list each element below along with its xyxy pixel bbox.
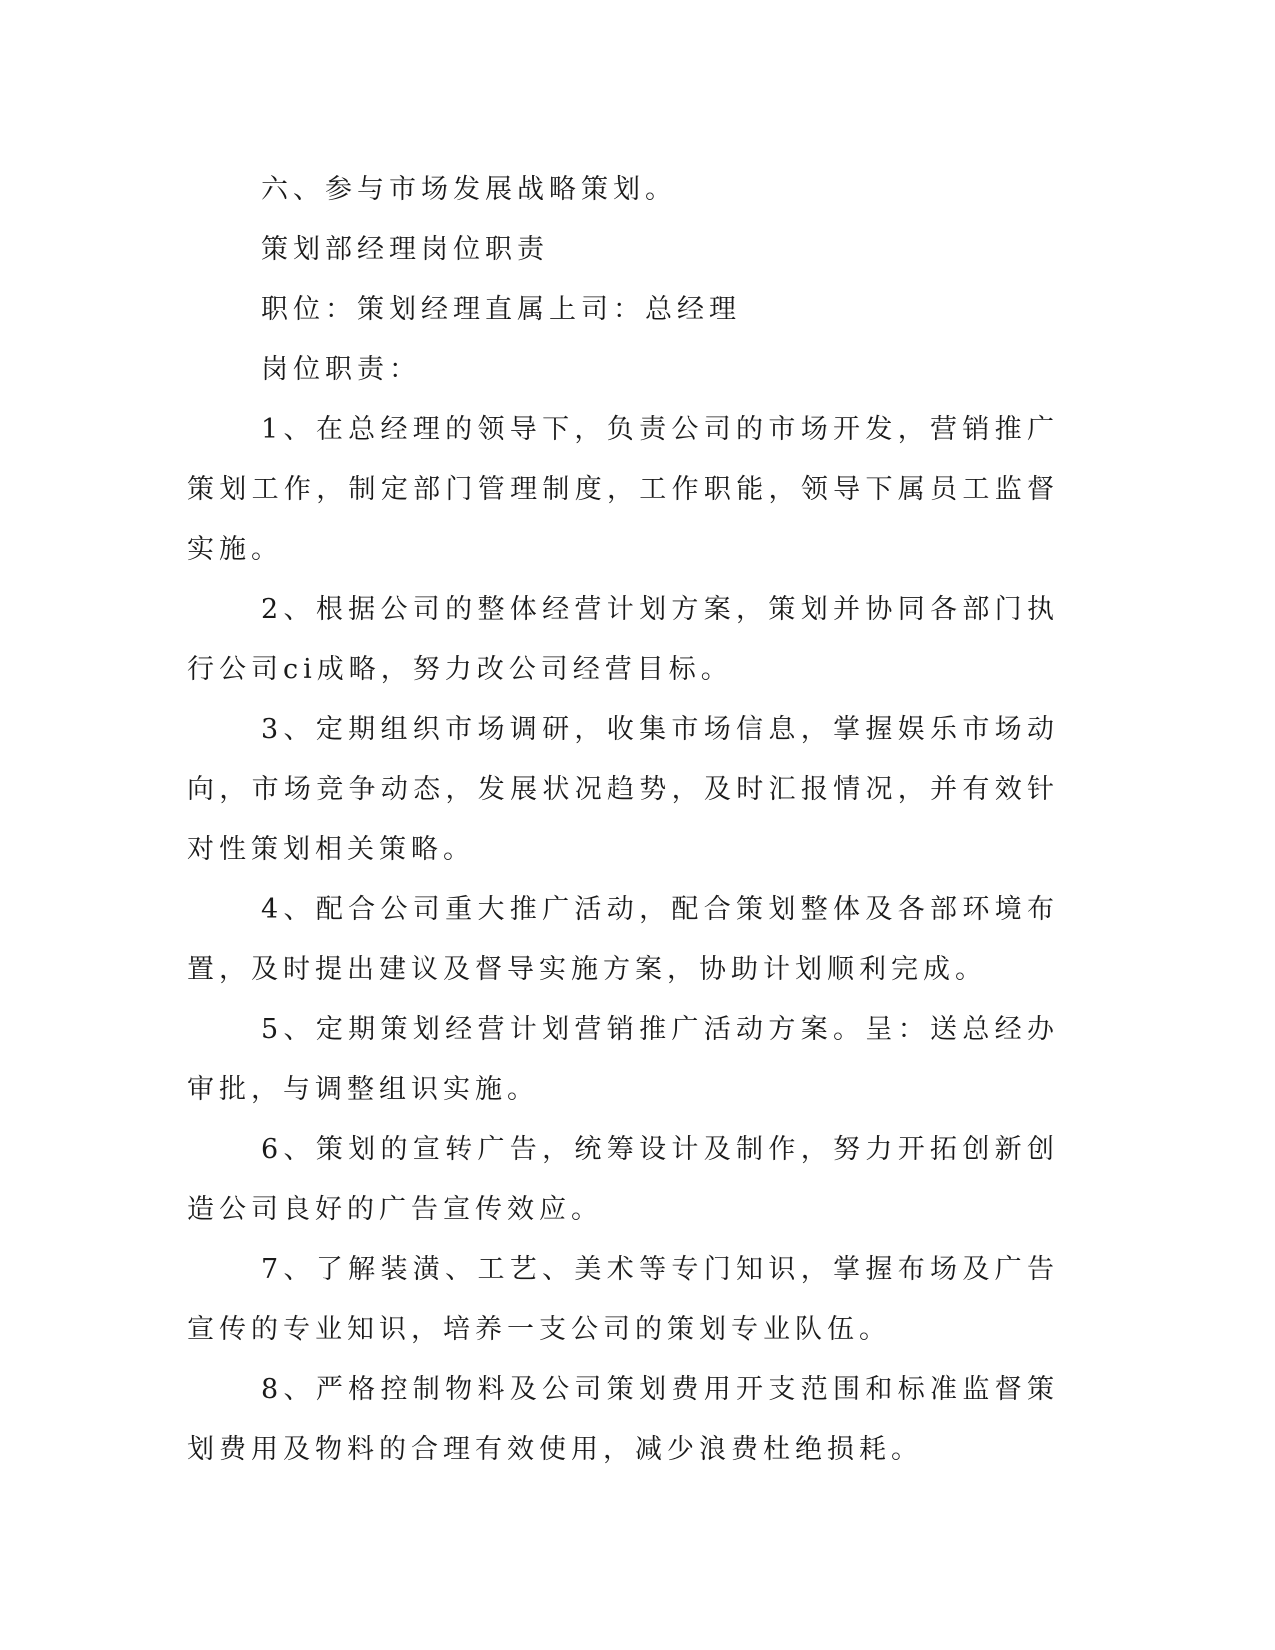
document-body	[187, 160, 1059, 1480]
paragraph-duty-6: 6、策划的宣转广告，统筹设计及制作，努力开拓创新创造公司良好的广告宣传效应。	[187, 1134, 1059, 1225]
paragraph-duty-2: 2、根据公司的整体经营计划方案，策划并协同各部门执行公司ci成略，努力改公司经营目标。	[187, 594, 1059, 685]
paragraph-position-info: 职位：策划经理直属上司：总经理	[261, 294, 741, 325]
paragraph-duty-8: 8、严格控制物料及公司策划费用开支范围和标准监督策划费用及物料的合理有效使用，减少浪费杜绝损耗。	[187, 1374, 1059, 1465]
paragraph-duty-1: 1、在总经理的领导下，负责公司的市场开发，营销推广策划工作，制定部门管理制度，工作职能，领导下属员工监督实施。	[187, 414, 1059, 565]
paragraph-duty-3: 3、定期组织市场调研，收集市场信息，掌握娱乐市场动向，市场竞争动态，发展状况趋势，及时汇报情况，并有效针对性策划相关策略。	[187, 714, 1059, 865]
paragraph-duties-heading: 岗位职责：	[261, 354, 421, 385]
paragraph-job-title-heading: 策划部经理岗位职责	[261, 234, 549, 265]
paragraph-duty-7: 7、了解装潢、工艺、美术等专门知识，掌握布场及广告宣传的专业知识，培养一支公司的策划专业队伍。	[187, 1254, 1059, 1345]
paragraph-duty-4: 4、配合公司重大推广活动，配合策划整体及各部环境布置，及时提出建议及督导实施方案，协助计划顺利完成。	[187, 894, 1059, 985]
paragraph-duty-5: 5、定期策划经营计划营销推广活动方案。呈：送总经办审批，与调整组识实施。	[187, 1014, 1059, 1105]
paragraph-section-six: 六、参与市场发展战略策划。	[261, 174, 677, 205]
